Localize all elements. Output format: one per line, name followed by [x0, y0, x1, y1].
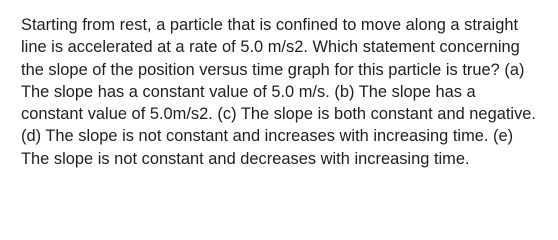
question-text: Starting from rest, a particle that is confined to move along a straight line is accelerated at a rate of 5.0 m/s2. Which statement concerning the slope of the position versus time graph for this particle is true? (a) The slope has a constant value of 5.0 m/s. (b) The slope has a constant value of 5.0m/s2. (c) The slope is both constant and negative. (d) The slope is not constant and increases with increasing time. (e) The slope is not constant and decreases with increasing time. — [21, 16, 536, 168]
